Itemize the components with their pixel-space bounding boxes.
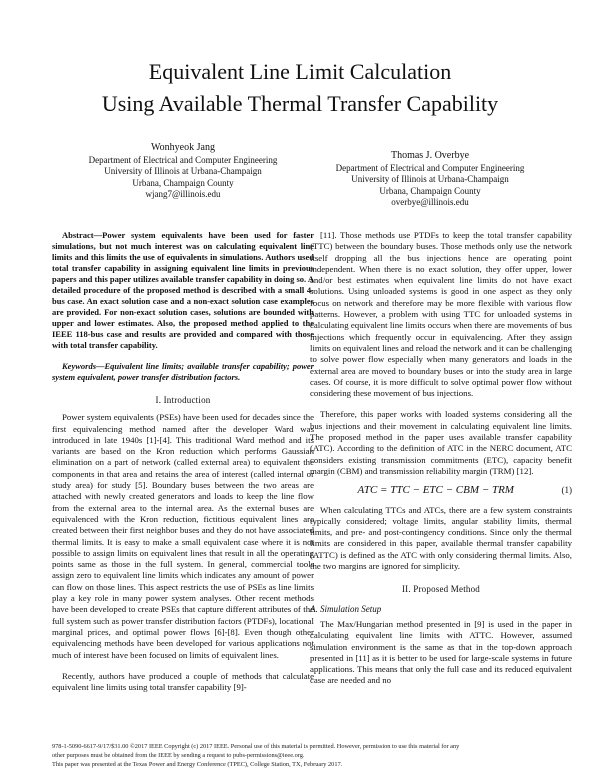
- left-column: [52, 230, 314, 693]
- author-university: University of Illinois at Urbana-Champaign: [351, 174, 509, 184]
- footer-line-3: This paper was presented at the Texas Power and Energy Conference (TPEC), College Station, TX, February 2017.: [52, 761, 343, 768]
- author-email: wjang7@illinois.edu: [145, 189, 221, 199]
- copyright-footer: [52, 742, 572, 769]
- paper-title-line1: Equivalent Line Limit Calculation: [148, 59, 452, 84]
- intro-paragraph-1: Power system equivalents (PSEs) have been used for decades since the first equivalencing method named after the developer Ward was introduced in late 1940s [1]-[4]. This traditional Ward method and its variants are based on the Kron reduction which performs Gaussian elimination on a part of network (called external area) to equivalent the components in that area and retains the area of interest (called internal or study area) for study [5]. Boundary buses between the two areas are attached with newly created generators and loads to keep the line flow from the external area to the internal area. As the external buses are equivalenced with the Kron reduction, fictitious equivalent lines are created between their first neighbor buses and they do not have associated thermal limits. It is easy to make a small equivalent case where it is not possible to assign limits on equivalent lines that result in all the operating points same as those in the full system. In general, commercial tools assign zero to equivalent line limits which indicates any amount of power can flow on those lines. This aspect restricts the use of PSEs as line limits play a key role in many power system analyses. Other recent methods have been developed to create PSEs that capture different attributes of the full system such as power transfer distribution factors (PTDFs), locational marginal prices, and optimal power flows [6]-[8]. Even though other equivalencing methods have been developed for various applications not much of interest have been focused on limits of equivalent lines.: [52, 412, 314, 660]
- author-name: Thomas J. Overbye: [390, 150, 470, 161]
- author-block-2: [300, 150, 560, 209]
- author-city: Urbana, Champaign County: [132, 177, 234, 188]
- keywords: Keywords—Equivalent line limits; available transfer capability; power system equivalent, power transfer distribution factors.: [52, 361, 314, 382]
- body-paragraph-1: [11]. Those methods use PTDFs to keep the total transfer capability (TTC) between the boundary buses. Those methods only use the network itself dropping all the bus injections hence are operating point independent. When there is no exact solution, they offer upper, lower and/or best estimates when equivalent line limits do not have exact solutions. Using unloaded systems is good in one aspect as they only focus on network and therefore may be more flexible with various flow patterns. However, a problem with using TTC for unloaded systems in calculating equivalent line limits occurs when there are movements of bus injections which frequently occur in equivalencing. After they assign limits on equivalent lines and reload the network and it can be challenging to solve power flow especially when many generators and loads in the external area are moved to boundary buses or into the study area in large cases. Of course, it is more difficult to solve optimal power flow without considering these movement of bus injections.: [310, 230, 572, 399]
- author-department: Department of Electrical and Computer Engineering: [335, 162, 525, 173]
- author-university: University of Illinois at Urbana-Champaign: [104, 166, 262, 176]
- footer-line-1: 978-1-5090-6617-9/17/$31.00 ©2017 IEEE Copyright (c) 2017 IEEE. Personal use of this material is permitted. However, permission to use this material for any: [52, 743, 460, 750]
- paper-title-line2: Using Available Thermal Transfer Capability: [101, 91, 499, 116]
- intro-paragraph-2: Recently, authors have produced a couple of methods that calculate equivalent line limits using total transfer capability [9]-: [52, 670, 314, 693]
- equation-text: ATC = TTC − ETC − CBM − TRM: [357, 484, 514, 497]
- abstract: Abstract—Power system equivalents have been used for faster simulations, but not much interest was on calculating equivalent line limits and this limits the use of equivalents in simulations. Authors used total transfer capability in assigning equivalent line limits in previous papers and this paper utilizes available transfer capability in doing so. A detailed procedure of the proposed method is described with a small 4-bus case. An exact solution case and a non-exact solution case examples are provided. For non-exact solution cases, solutions are bounded with upper and lower estimates. Also, the proposed method applied to the IEEE 118-bus case and results are provided and compared with those with total transfer capability.: [52, 230, 314, 350]
- author-city: Urbana, Champaign County: [379, 185, 481, 196]
- body-paragraph-2: Therefore, this paper works with loaded systems considering all the bus injections and their movement in calculating equivalent line limits. The proposed method in the paper uses available transfer capability (ATC). According to the definition of ATC in the NERC document, ATC considers existing transmission commitments (ETC), capacity benefit margin (CBM) and transmission reliability margin (TRM) [12].: [310, 409, 572, 476]
- author-block-1: [52, 142, 314, 201]
- right-column: [310, 230, 572, 687]
- section-heading-introduction: I. Introduction: [155, 395, 211, 405]
- author-name: Wonhyeok Jang: [151, 142, 215, 153]
- equation-1: [310, 485, 572, 496]
- body-paragraph-4: The Max/Hungarian method presented in [9] is used in the paper in calculating equivalent line limits with ATTC. However, assumed simulation environment is the same as that in the top-down approach presented in [11] as it is better to be used for large-scale systems in future applications. This means that only the full case and its reduced equivalent case are needed and no: [310, 618, 572, 686]
- author-email: overbye@illinois.edu: [391, 197, 469, 207]
- body-paragraph-3: When calculating TTCs and ATCs, there are a few system constraints typically considered; voltage limits, angular stability limits, thermal limits, and pre- and post-contingency conditions. Since only the thermal limits are considered in this paper, available thermal transfer capability (ATTC) is defined as the ATC with only considering thermal limits. Also, the two margins are ignored for simplicity.: [310, 504, 572, 572]
- section-heading-proposed-method: II. Proposed Method: [401, 584, 481, 595]
- author-department: Department of Electrical and Computer Engineering: [88, 154, 278, 165]
- equation-number: (1): [561, 485, 572, 496]
- subsection-heading-simulation-setup: A. Simulation Setup: [310, 603, 382, 614]
- footer-line-2: other purposes must be obtained from the IEEE by sending a request to pubs-permissions@ieee.org.: [52, 752, 305, 759]
